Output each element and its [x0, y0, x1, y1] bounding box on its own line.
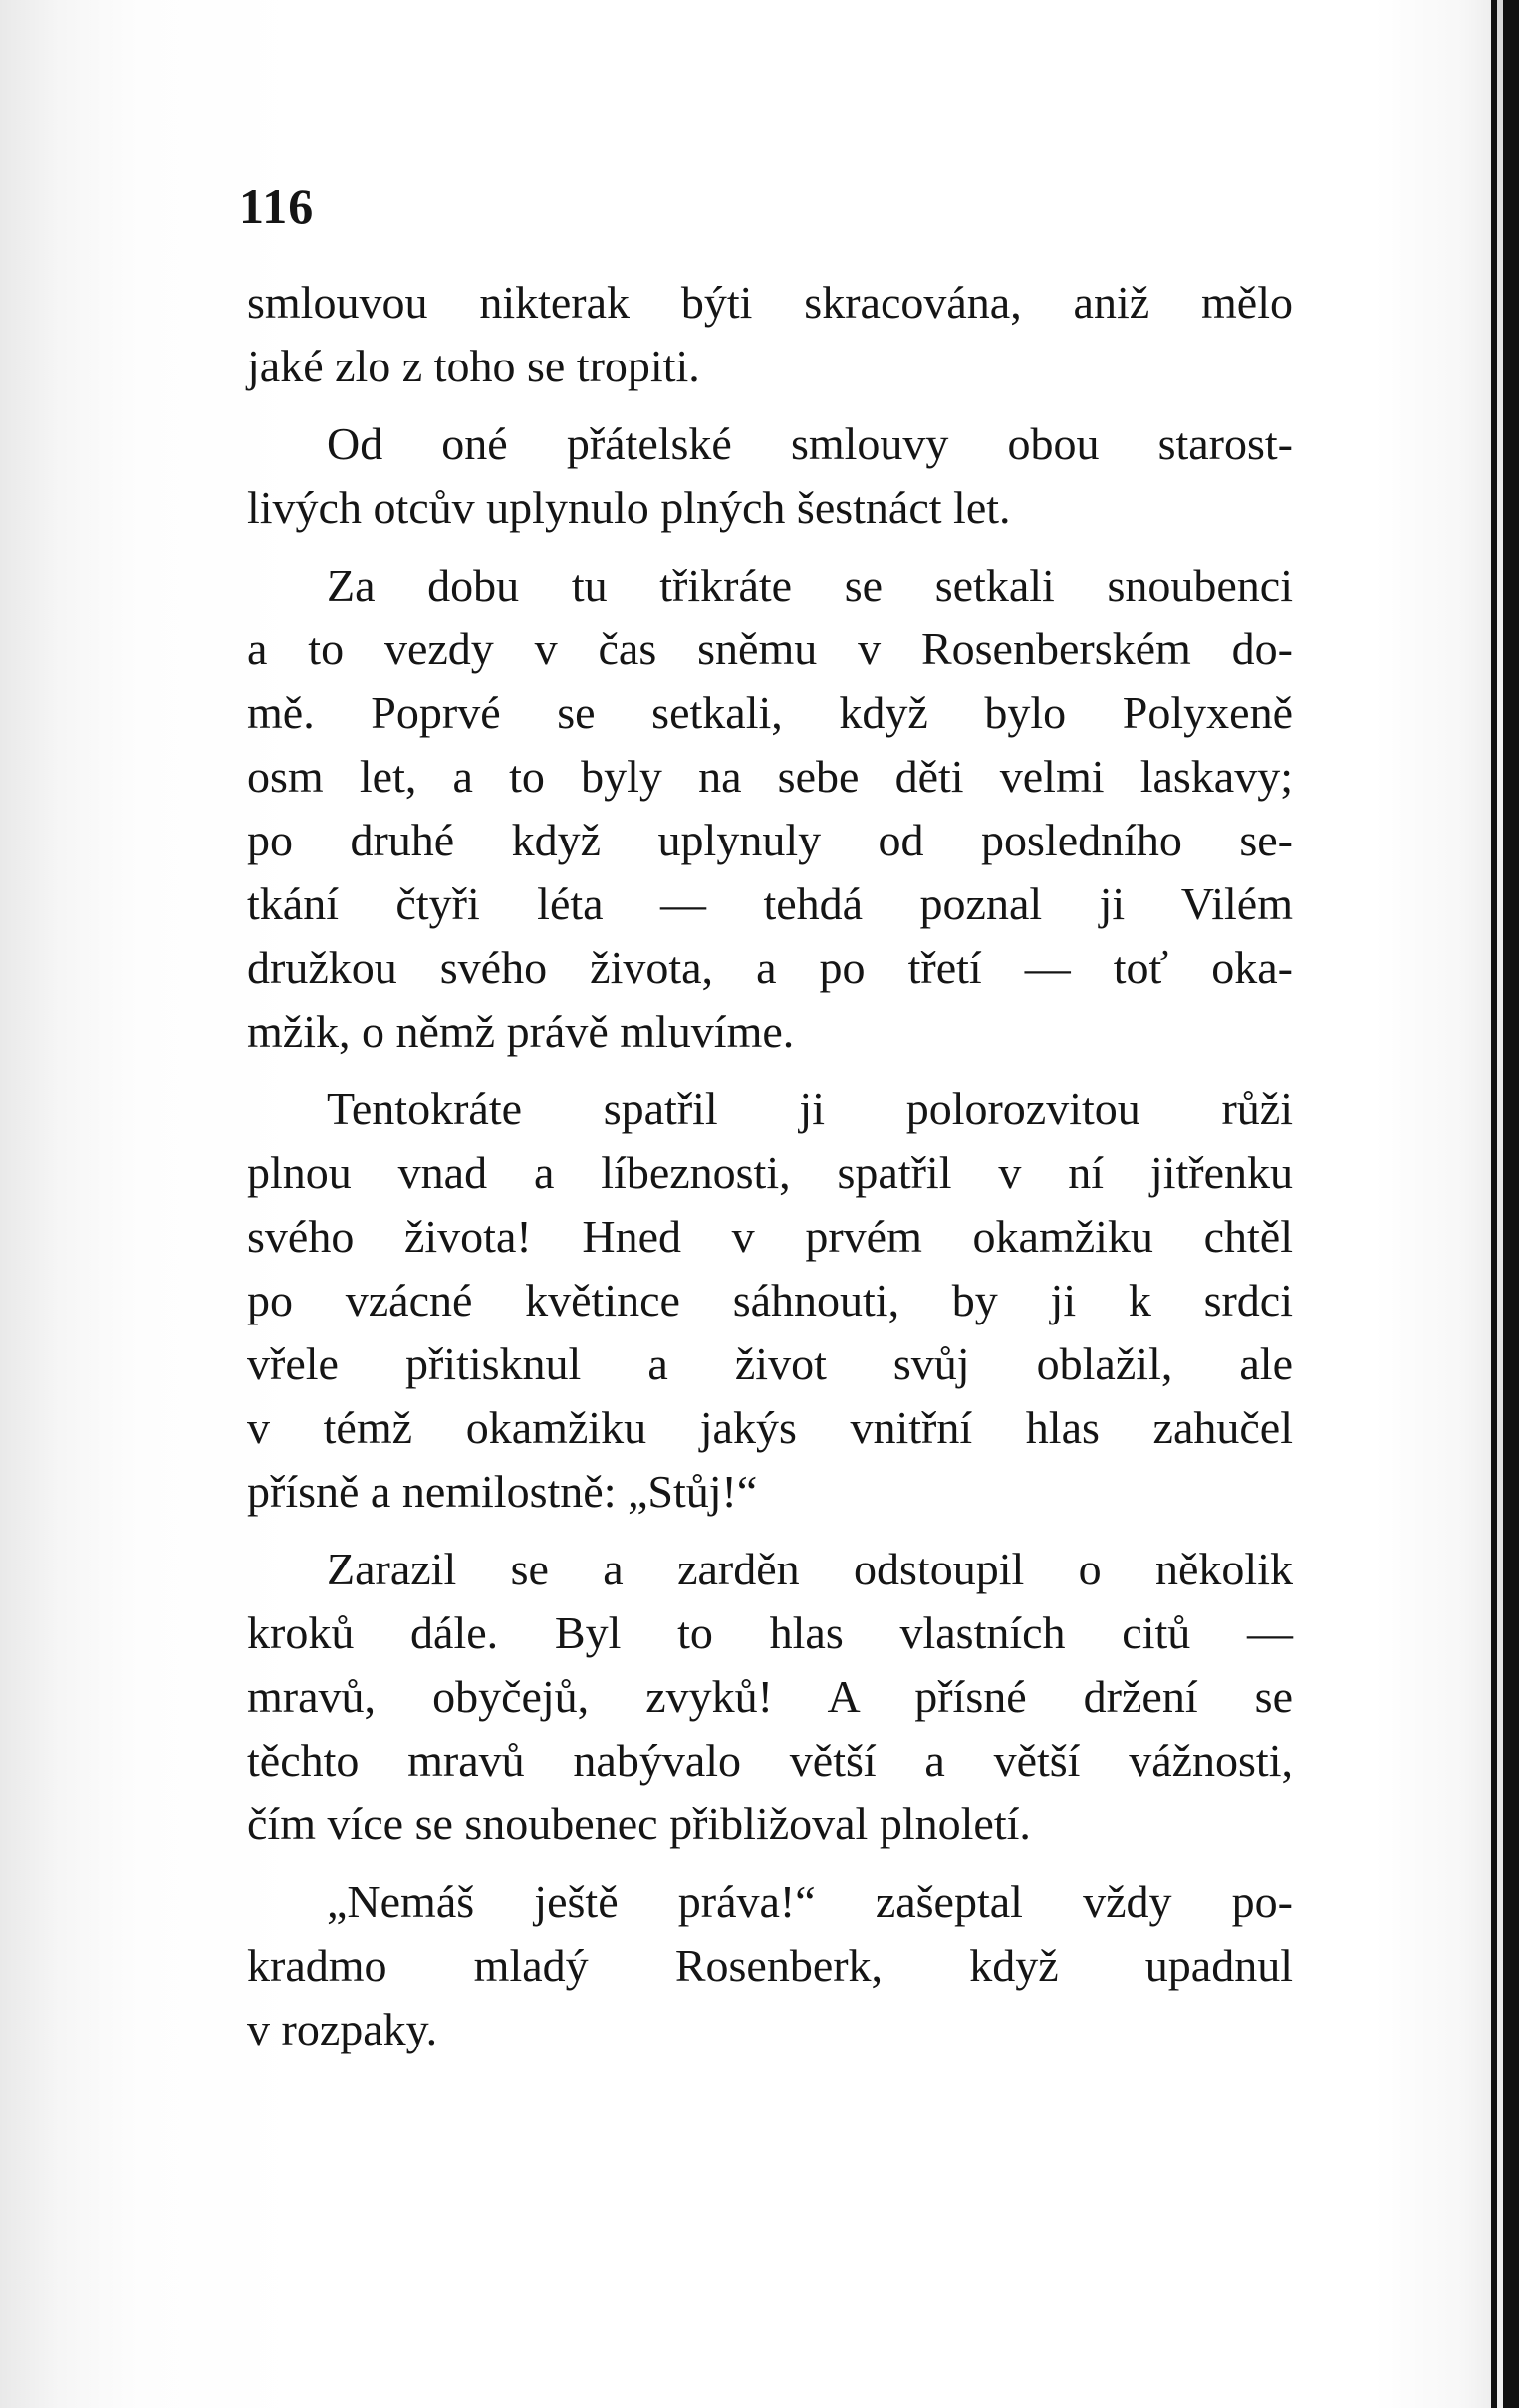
- paragraph: [247, 554, 1293, 1064]
- paragraph: [247, 412, 1293, 540]
- text-line: svého života! Hned v prvém okamžiku chtěl: [247, 1211, 1293, 1262]
- text-line: osm let, a to byly na sebe děti velmi laskavy;: [247, 751, 1293, 802]
- paragraph-gap: [247, 1856, 1293, 1870]
- text-line: Tentokráte spatřil ji polorozvitou růži: [327, 1084, 1293, 1134]
- text-line: kradmo mladý Rosenberk, když upadnul: [247, 1940, 1293, 1991]
- text-line: v témž okamžiku jakýs vnitřní hlas zahučel: [247, 1402, 1293, 1453]
- paragraph: [247, 1538, 1293, 1856]
- page-number: 116: [239, 178, 315, 234]
- text-line: po druhé když uplynuly od posledního se-: [247, 815, 1293, 865]
- text-line: plnou vnad a líbeznosti, spatřil v ní jitřenku: [247, 1147, 1293, 1198]
- page-edge-shadow: [1491, 0, 1519, 2408]
- text-line: těchto mravů nabývalo větší a větší vážnosti,: [247, 1735, 1293, 1786]
- text-line: v rozpaky.: [247, 2004, 438, 2054]
- page-edge-strip: [1497, 0, 1503, 2408]
- text-line: kroků dále. Byl to hlas vlastních citů —: [247, 1607, 1293, 1658]
- text-line: mravů, obyčejů, zvyků! A přísné držení se: [247, 1671, 1293, 1722]
- paragraph-gap: [247, 1064, 1293, 1078]
- paragraph: [247, 271, 1293, 398]
- text-line: tkání čtyři léta — tehdá poznal ji Vilém: [247, 878, 1293, 929]
- text-line: přísně a nemilostně: „Stůj!“: [247, 1466, 758, 1517]
- text-line: mě. Poprvé se setkali, když bylo Polyxeně: [247, 687, 1293, 738]
- text-line: mžik, o němž právě mluvíme.: [247, 1006, 795, 1057]
- text-line: Zarazil se a zarděn odstoupil o několik: [327, 1544, 1293, 1594]
- text-line: jaké zlo z toho se tropiti.: [247, 341, 700, 391]
- text-line: smlouvou nikterak býti skracována, aniž mělo: [247, 277, 1293, 328]
- paragraph-gap: [247, 540, 1293, 554]
- text-line: vřele přitisknul a život svůj oblažil, ale: [247, 1338, 1293, 1389]
- text-line: a to vezdy v čas sněmu v Rosenberském do-: [247, 623, 1293, 674]
- paragraph: [247, 1870, 1293, 2061]
- text-line: po vzácné květince sáhnouti, by ji k srdci: [247, 1275, 1293, 1325]
- text-line: Od oné přátelské smlouvy obou starost-: [327, 418, 1293, 469]
- paragraph-gap: [247, 398, 1293, 412]
- text-line: Za dobu tu třikráte se setkali snoubenci: [327, 560, 1293, 610]
- paragraph: [247, 1078, 1293, 1524]
- body-text: [247, 271, 1293, 2061]
- text-line: „Nemáš ještě práva!“ zašeptal vždy po-: [327, 1876, 1293, 1927]
- text-line: družkou svého života, a po třetí — toť oka-: [247, 942, 1293, 993]
- text-line: čím více se snoubenec přibližoval plnoletí.: [247, 1799, 1031, 1849]
- paragraph-gap: [247, 1524, 1293, 1538]
- text-line: livých otcův uplynulo plných šestnáct let.: [247, 482, 1011, 533]
